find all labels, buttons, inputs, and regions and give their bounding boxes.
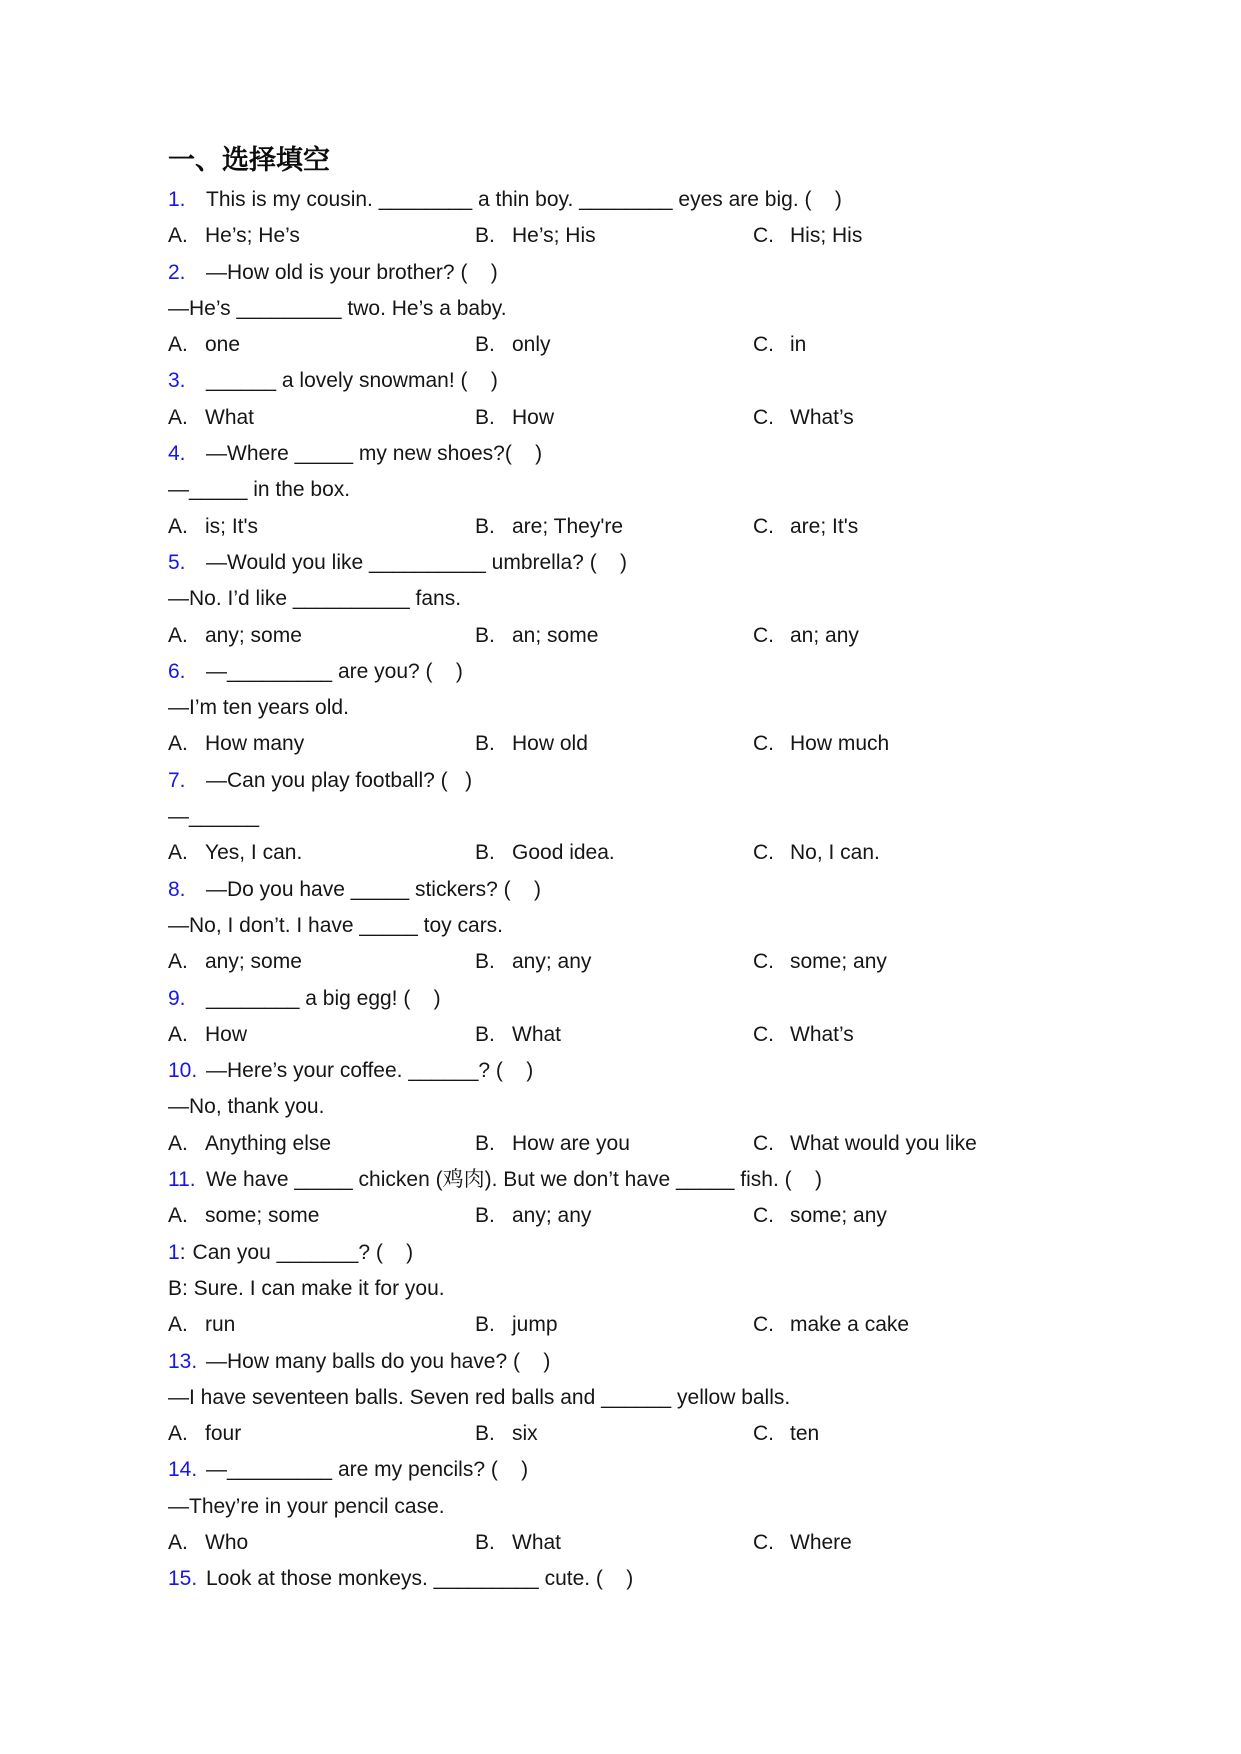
option-c [753,1126,1171,1162]
question-number-value: 13. [168,1349,198,1373]
question-block [168,1053,1171,1162]
options-row [168,1126,1171,1162]
option-c [753,1017,1171,1053]
question-block [168,363,1171,436]
question-number-value: 5. [168,550,186,574]
option-c [753,400,1171,436]
option-b [475,835,753,871]
option-label: A. [168,224,188,248]
option-text: are; It's [790,514,859,538]
question-block [168,1162,1171,1235]
question-continuation-line: B: Sure. I can make it for you. [168,1276,445,1300]
question-number-value: 14. [168,1458,198,1482]
question-block [168,1344,1171,1453]
option-label: A. [168,405,188,429]
options-row [168,400,1171,436]
question-text: ________ a big egg! ( ) [206,986,441,1010]
option-label: B. [475,1131,495,1155]
option-b [475,618,753,654]
option-label: C. [753,732,774,756]
question-text: —Where _____ my new shoes?( ) [206,442,543,466]
question-number-value: 2. [168,260,186,284]
question-block [168,1452,1171,1561]
question-block [168,654,1171,763]
option-text: Who [205,1530,249,1554]
question-line [168,255,1171,291]
question-line [168,654,1171,690]
option-a [168,1416,475,1452]
option-label: B. [475,1530,495,1554]
question-number [168,1344,206,1380]
options-row [168,1525,1171,1561]
question-number [168,1561,206,1597]
question-list [168,182,1171,1598]
option-a [168,327,475,363]
option-text: make a cake [790,1313,910,1337]
option-label: C. [753,514,774,538]
option-text: ten [790,1422,820,1446]
option-a [168,726,475,762]
option-c [753,218,1171,254]
question-number [168,654,206,690]
option-text: What’s [790,405,854,429]
option-label: A. [168,950,188,974]
option-label: A. [168,1313,188,1337]
question-continuation-line: —No, thank you. [168,1095,325,1119]
question-line [168,1561,1171,1597]
option-text: are; They're [512,514,624,538]
option-text: What’s [790,1022,854,1046]
question-number [168,872,206,908]
option-b [475,944,753,980]
options-row [168,944,1171,980]
question-text: ______ a lovely snowman! ( ) [206,369,498,393]
option-label: C. [753,224,774,248]
question-block [168,545,1171,654]
option-label: C. [753,1022,774,1046]
option-a [168,1307,475,1343]
option-label: C. [753,1131,774,1155]
question-text: Look at those monkeys. _________ cute. ( ) [206,1567,634,1591]
option-text: How [205,1022,248,1046]
question-text: —Do you have _____ stickers? ( ) [206,877,541,901]
option-c [753,1198,1171,1234]
option-label: A. [168,514,188,538]
option-a [168,218,475,254]
option-text: How many [205,732,305,756]
question-number [168,763,206,799]
question-number [168,255,206,291]
question-line [168,182,1171,218]
options-row [168,218,1171,254]
option-text: an; some [512,623,599,647]
question-number-value: 8. [168,877,186,901]
option-text: any; some [205,623,302,647]
option-b [475,1017,753,1053]
question-line [168,981,1171,1017]
option-label: B. [475,1313,495,1337]
question-number [168,1053,206,1089]
option-b [475,1126,753,1162]
question-number-value: 6. [168,659,186,683]
option-text: some; some [205,1204,320,1228]
option-a [168,618,475,654]
option-label: A. [168,1022,188,1046]
option-text: He’s; His [512,224,596,248]
option-text: is; It's [205,514,259,538]
option-text: What would you like [790,1131,977,1155]
option-label: A. [168,1422,188,1446]
option-label: B. [475,514,495,538]
question-block [168,872,1171,981]
option-a [168,400,475,436]
question-text: Can you _______? ( ) [192,1240,414,1264]
question-block [168,182,1171,255]
option-text: jump [512,1313,558,1337]
question-block [168,1235,1171,1344]
option-b [475,1198,753,1234]
option-text: six [512,1422,538,1446]
option-label: B. [475,405,495,429]
option-text: Where [790,1530,852,1554]
option-text: He’s; He’s [205,224,300,248]
option-label: B. [475,1422,495,1446]
question-number-value: 4. [168,442,186,466]
option-b [475,1525,753,1561]
option-text: any; any [512,1204,592,1228]
option-c [753,726,1171,762]
option-label: B. [475,1204,495,1228]
question-number [168,436,206,472]
question-block [168,981,1171,1054]
question-text: —_________ are my pencils? ( ) [206,1458,529,1482]
option-label: B. [475,333,495,357]
option-b [475,1307,753,1343]
question-number [168,1162,206,1198]
option-b [475,400,753,436]
option-label: A. [168,333,188,357]
option-c [753,944,1171,980]
question-line [168,1162,1171,1198]
option-text: any; any [512,950,592,974]
question-continuation-line: —______ [168,805,260,829]
option-text: His; His [790,224,863,248]
option-text: Good idea. [512,841,615,865]
question-number-value: 9. [168,986,186,1010]
option-text: What [205,405,255,429]
option-text: some; any [790,1204,887,1228]
question-number-value: 1 [168,1240,180,1264]
option-b [475,218,753,254]
question-line [168,545,1171,581]
question-text: We have _____ chicken (鸡肉). But we don’t have _____ fish. ( ) [206,1168,822,1192]
option-text: How are you [512,1131,630,1155]
question-continuation-line: —They’re in your pencil case. [168,1494,445,1518]
option-text: one [205,333,241,357]
option-text: Anything else [205,1131,332,1155]
options-row [168,726,1171,762]
question-line [168,1053,1171,1089]
question-text: —Here’s your coffee. ______? ( ) [206,1059,534,1083]
option-label: C. [753,333,774,357]
option-c [753,618,1171,654]
question-continuation-line: —I’m ten years old. [168,696,349,720]
question-block [168,436,1171,545]
question-line [168,363,1171,399]
option-text: some; any [790,950,887,974]
option-text: How old [512,732,588,756]
question-text: —How old is your brother? ( ) [206,260,498,284]
option-text: What [512,1022,562,1046]
question-number-value: 1. [168,188,186,211]
question-continuation-line: —No. I’d like __________ fans. [168,587,462,611]
options-row [168,1416,1171,1452]
option-label: C. [753,1422,774,1446]
option-label: C. [753,405,774,429]
option-label: A. [168,841,188,865]
option-text: only [512,333,551,357]
option-c [753,1416,1171,1452]
options-row [168,509,1171,545]
question-continuation-line: —_____ in the box. [168,478,351,502]
question-number-suffix: : [179,1240,186,1264]
question-block [168,255,1171,364]
option-label: B. [475,1022,495,1046]
option-b [475,509,753,545]
option-c [753,327,1171,363]
options-row [168,835,1171,871]
options-row [168,1307,1171,1343]
question-continuation-line: —He’s _________ two. He’s a baby. [168,296,507,320]
option-label: C. [753,1530,774,1554]
question-block [168,1561,1171,1597]
options-row [168,1198,1171,1234]
question-number [168,363,206,399]
question-number [168,1235,186,1271]
question-line [168,1235,1171,1271]
option-label: B. [475,732,495,756]
option-label: B. [475,623,495,647]
option-label: C. [753,1204,774,1228]
option-text: Yes, I can. [205,841,303,865]
question-number-value: 3. [168,369,186,393]
question-text: —How many balls do you have? ( ) [206,1349,551,1373]
question-number [168,182,206,218]
question-continuation-line: —No, I don’t. I have _____ toy cars. [168,913,504,937]
question-line [168,1344,1171,1380]
question-text: —Would you like __________ umbrella? ( ) [206,550,628,574]
option-text: any; some [205,950,302,974]
option-text: run [205,1313,236,1337]
option-label: B. [475,841,495,865]
option-text: No, I can. [790,841,880,865]
option-a [168,1525,475,1561]
option-c [753,835,1171,871]
option-label: A. [168,1530,188,1554]
option-label: A. [168,1204,188,1228]
option-a [168,835,475,871]
options-row [168,1017,1171,1053]
option-text: What [512,1530,562,1554]
option-b [475,726,753,762]
option-b [475,1416,753,1452]
option-label: A. [168,732,188,756]
option-label: C. [753,950,774,974]
option-c [753,1307,1171,1343]
option-label: C. [753,623,774,647]
option-c [753,509,1171,545]
option-text: How [512,405,555,429]
option-a [168,944,475,980]
question-text: —Can you play football? ( ) [206,768,473,792]
question-line [168,436,1171,472]
option-a [168,509,475,545]
question-number-value: 15. [168,1567,198,1591]
option-a [168,1198,475,1234]
option-label: A. [168,1131,188,1155]
question-text: —_________ are you? ( ) [206,659,463,683]
option-a [168,1017,475,1053]
option-label: B. [475,950,495,974]
question-line [168,872,1171,908]
option-a [168,1126,475,1162]
option-label: C. [753,1313,774,1337]
question-block [168,763,1171,872]
section-heading: 一、选择填空 [168,145,330,175]
question-number-value: 11. [168,1168,196,1192]
option-label: A. [168,623,188,647]
question-number [168,545,206,581]
question-line [168,1452,1171,1488]
option-b [475,327,753,363]
question-number [168,981,206,1017]
options-row [168,618,1171,654]
options-row [168,327,1171,363]
option-text: four [205,1422,242,1446]
option-text: How much [790,732,890,756]
question-number [168,1452,206,1488]
question-number-value: 7. [168,768,186,792]
option-label: B. [475,224,495,248]
question-text: This is my cousin. ________ a thin boy. ________ eyes are big. ( ) [206,188,842,211]
question-line [168,763,1171,799]
question-number-value: 10. [168,1059,198,1083]
option-c [753,1525,1171,1561]
question-continuation-line: —I have seventeen balls. Seven red balls and ______ yellow balls. [168,1385,791,1409]
option-text: an; any [790,623,859,647]
option-text: in [790,333,807,357]
option-label: C. [753,841,774,865]
